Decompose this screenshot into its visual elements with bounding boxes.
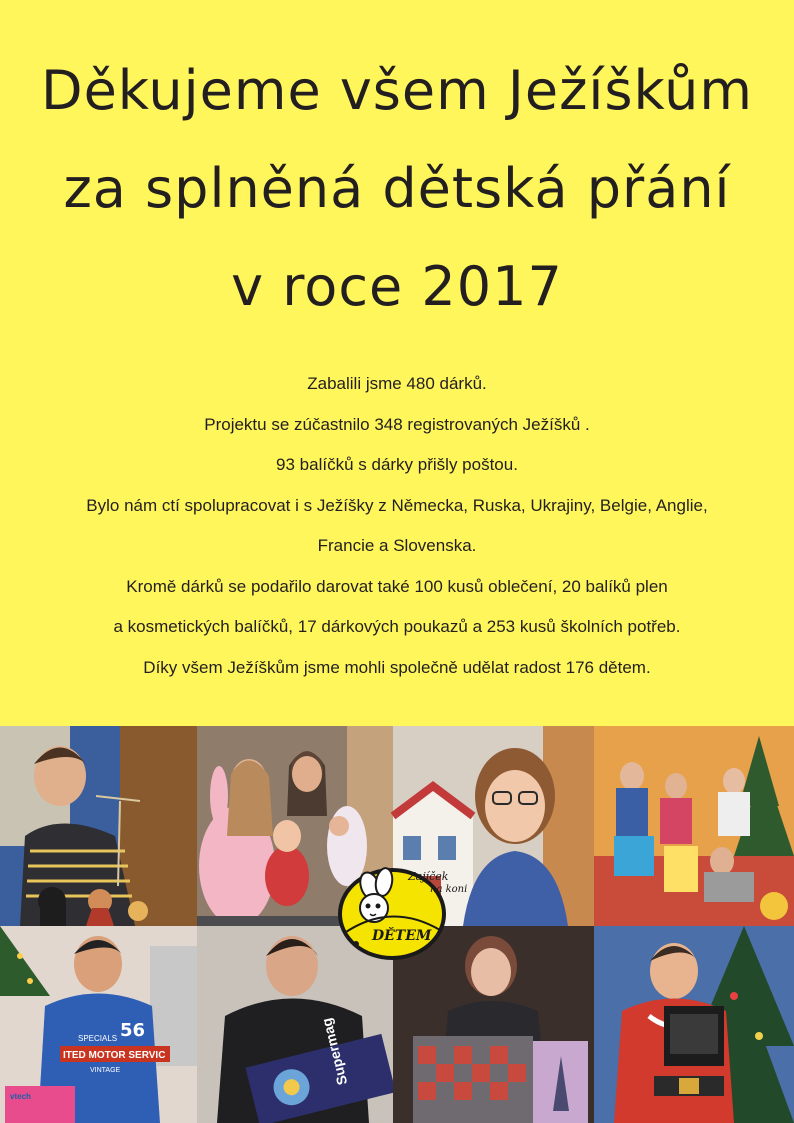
shirt-small-text: VINTAGE	[90, 1067, 121, 1074]
summary-line: Zabalili jsme 480 dárků.	[307, 374, 487, 393]
photo-boy-by-christmas-tree	[594, 926, 794, 1123]
organization-logo	[334, 852, 468, 962]
page-title	[0, 42, 794, 336]
title-line-3: v roce 2017	[231, 255, 563, 318]
title-line-2: za splněná dětská přání	[63, 157, 731, 220]
summary-text	[0, 364, 794, 688]
summary-line: Projektu se zúčastnilo 348 registrovaných Ježíšků .	[204, 414, 590, 434]
logo-word: DĚTEM	[372, 928, 432, 944]
summary-line: Francie a Slovenska.	[317, 536, 477, 555]
shirt-number: 56	[120, 1020, 146, 1041]
summary-line: Bylo nám ctí spolupracovat i s Ježíšky z Německa, Ruska, Ukrajiny, Belgie, Anglie,	[86, 495, 708, 515]
logo-line-2: na koni	[430, 884, 468, 895]
toy-box-brand: vtech	[10, 1092, 31, 1101]
title-line-1: Děkujeme všem Ježíškům	[40, 59, 753, 122]
summary-line: a kosmetických balíčků, 17 dárkových poukazů a 253 kusů školních potřeb.	[113, 617, 681, 636]
logo-line-1: Zajíček	[408, 870, 449, 883]
summary-line: Díky všem Ježíškům jsme mohli společně udělat radost 176 dětem.	[143, 657, 651, 677]
photo-boy-with-puppets	[0, 726, 197, 926]
game-box-brand: Supermag	[318, 1016, 351, 1087]
shirt-brand: SPECIALS	[78, 1034, 118, 1043]
photo-group-with-gifts	[594, 726, 794, 926]
shirt-slogan: ITED MOTOR SERVIC	[63, 1050, 166, 1061]
summary-line: 93 balíčků s dárky přišly poštou.	[276, 455, 518, 474]
summary-line: Kromě dárků se podařilo darovat také 100 kusů oblečení, 20 balíků plen	[126, 576, 668, 596]
photo-boy-in-56-shirt	[0, 926, 197, 1123]
